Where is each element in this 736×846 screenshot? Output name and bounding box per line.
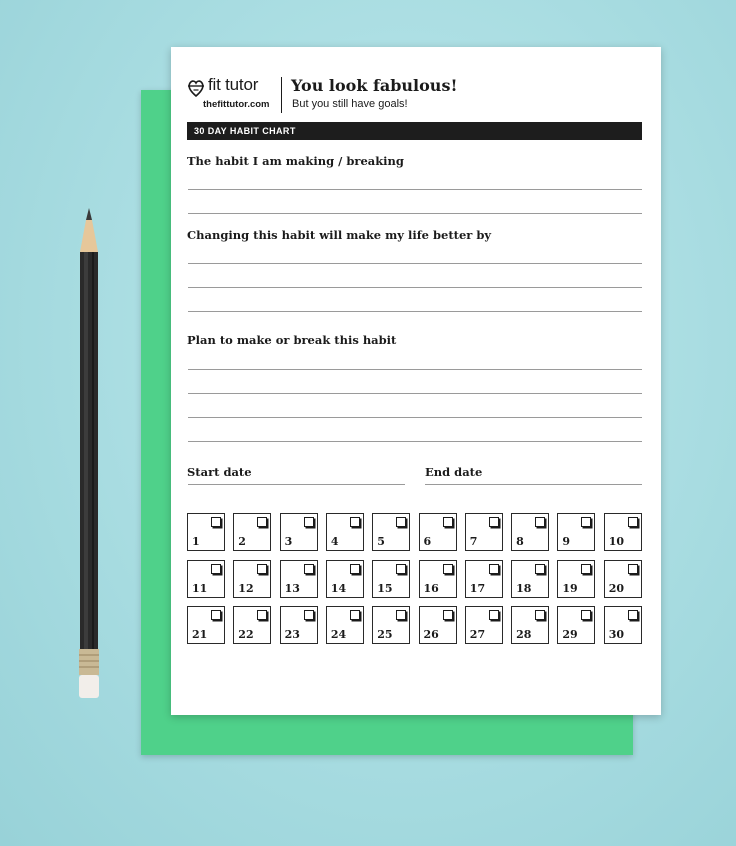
day-cell[interactable] <box>511 560 549 598</box>
day-checkbox[interactable] <box>211 517 221 527</box>
better-line-3[interactable] <box>188 311 642 312</box>
plan-line-1[interactable] <box>188 369 642 370</box>
habit-sheet <box>171 47 661 715</box>
end-date-line[interactable] <box>425 484 642 485</box>
day-checkbox[interactable] <box>396 610 406 620</box>
day-number: 15 <box>377 581 393 595</box>
day-checkbox[interactable] <box>443 564 453 574</box>
day-checkbox[interactable] <box>443 610 453 620</box>
day-cell[interactable] <box>326 560 364 598</box>
day-number: 9 <box>562 535 571 548</box>
day-number: 6 <box>423 535 432 548</box>
day-checkbox[interactable] <box>581 610 591 620</box>
day-cell[interactable] <box>372 513 410 551</box>
day-checkbox[interactable] <box>443 517 453 527</box>
plan-line-4[interactable] <box>188 441 642 442</box>
plan-prompt: Plan to make or break this habit <box>187 333 397 347</box>
day-cell[interactable] <box>511 513 549 551</box>
day-cell[interactable] <box>604 513 642 551</box>
day-checkbox[interactable] <box>489 610 499 620</box>
day-cell[interactable] <box>604 606 642 644</box>
day-checkbox[interactable] <box>396 564 406 574</box>
plan-line-2[interactable] <box>188 393 642 394</box>
better-prompt: Changing this habit will make my life better by <box>187 228 492 242</box>
day-cell[interactable] <box>419 513 457 551</box>
day-cell[interactable] <box>326 606 364 644</box>
day-number: 3 <box>284 535 293 548</box>
day-checkbox[interactable] <box>628 610 638 620</box>
logo-text: fit tutor <box>208 75 259 94</box>
day-checkbox[interactable] <box>304 517 314 527</box>
day-number: 24 <box>330 628 347 641</box>
day-checkbox[interactable] <box>628 517 638 527</box>
tagline: You look fabulous! <box>291 76 458 95</box>
day-number: 14 <box>330 581 347 595</box>
day-number: 4 <box>330 535 339 548</box>
day-number: 20 <box>608 581 624 595</box>
day-grid <box>187 513 643 646</box>
pencil-icon <box>74 206 104 702</box>
day-cell[interactable] <box>187 513 225 551</box>
day-number: 12 <box>238 581 254 595</box>
day-cell[interactable] <box>233 513 271 551</box>
day-number: 17 <box>469 581 486 595</box>
day-number: 29 <box>562 628 578 641</box>
start-date-label: Start date <box>187 465 252 479</box>
day-cell[interactable] <box>233 560 271 598</box>
day-number: 28 <box>516 628 532 641</box>
day-cell[interactable] <box>511 606 549 644</box>
day-cell[interactable] <box>465 606 503 644</box>
day-checkbox[interactable] <box>350 517 360 527</box>
day-cell[interactable] <box>372 606 410 644</box>
end-date-label: End date <box>425 465 483 479</box>
fit-tutor-logo <box>187 77 279 113</box>
habit-line-2[interactable] <box>188 213 642 214</box>
habit-prompt: The habit I am making / breaking <box>187 154 404 168</box>
day-cell[interactable] <box>233 606 271 644</box>
day-cell[interactable] <box>280 513 318 551</box>
day-checkbox[interactable] <box>257 564 267 574</box>
day-cell[interactable] <box>187 560 225 598</box>
day-checkbox[interactable] <box>535 564 545 574</box>
day-checkbox[interactable] <box>581 517 591 527</box>
day-checkbox[interactable] <box>304 564 314 574</box>
day-cell[interactable] <box>557 513 595 551</box>
day-checkbox[interactable] <box>350 564 360 574</box>
day-number: 23 <box>284 628 300 641</box>
plan-line-3[interactable] <box>188 417 642 418</box>
day-number: 19 <box>562 581 578 595</box>
day-number: 10 <box>608 535 624 548</box>
day-checkbox[interactable] <box>535 610 545 620</box>
day-number: 8 <box>516 535 524 548</box>
day-cell[interactable] <box>280 606 318 644</box>
day-cell[interactable] <box>280 560 318 598</box>
day-cell[interactable] <box>372 560 410 598</box>
day-checkbox[interactable] <box>628 564 638 574</box>
day-cell[interactable] <box>419 606 457 644</box>
day-number: 18 <box>516 581 532 595</box>
day-checkbox[interactable] <box>489 517 499 527</box>
day-number: 1 <box>192 535 200 548</box>
better-line-1[interactable] <box>188 263 642 264</box>
start-date-line[interactable] <box>188 484 405 485</box>
day-cell[interactable] <box>557 606 595 644</box>
day-cell[interactable] <box>187 606 225 644</box>
day-number: 27 <box>469 628 486 641</box>
day-number: 21 <box>192 628 208 641</box>
chart-title-bar: 30 DAY HABIT CHART <box>187 122 642 140</box>
day-checkbox[interactable] <box>211 610 221 620</box>
day-number: 22 <box>238 628 254 641</box>
logo-url: thefittutor.com <box>203 99 270 110</box>
day-cell[interactable] <box>465 560 503 598</box>
day-number: 13 <box>284 581 300 595</box>
habit-line-1[interactable] <box>188 189 642 190</box>
day-checkbox[interactable] <box>489 564 499 574</box>
day-cell[interactable] <box>326 513 364 551</box>
day-cell[interactable] <box>419 560 457 598</box>
day-checkbox[interactable] <box>535 517 545 527</box>
day-checkbox[interactable] <box>396 517 406 527</box>
day-checkbox[interactable] <box>257 610 267 620</box>
day-number: 16 <box>423 581 439 595</box>
header-divider <box>281 77 282 113</box>
day-number: 25 <box>377 628 393 641</box>
day-number: 26 <box>423 628 439 641</box>
day-number: 5 <box>377 535 385 548</box>
day-number: 2 <box>238 535 246 548</box>
better-line-2[interactable] <box>188 287 642 288</box>
day-cell[interactable] <box>557 560 595 598</box>
day-checkbox[interactable] <box>350 610 360 620</box>
day-checkbox[interactable] <box>304 610 314 620</box>
heart-dumbbell-icon <box>187 77 205 99</box>
day-checkbox[interactable] <box>211 564 221 574</box>
day-number: 11 <box>192 581 208 595</box>
day-number: 30 <box>608 628 624 641</box>
day-number: 7 <box>469 535 478 548</box>
day-checkbox[interactable] <box>581 564 591 574</box>
subtagline: But you still have goals! <box>292 98 408 110</box>
day-checkbox[interactable] <box>257 517 267 527</box>
day-cell[interactable] <box>465 513 503 551</box>
day-cell[interactable] <box>604 560 642 598</box>
